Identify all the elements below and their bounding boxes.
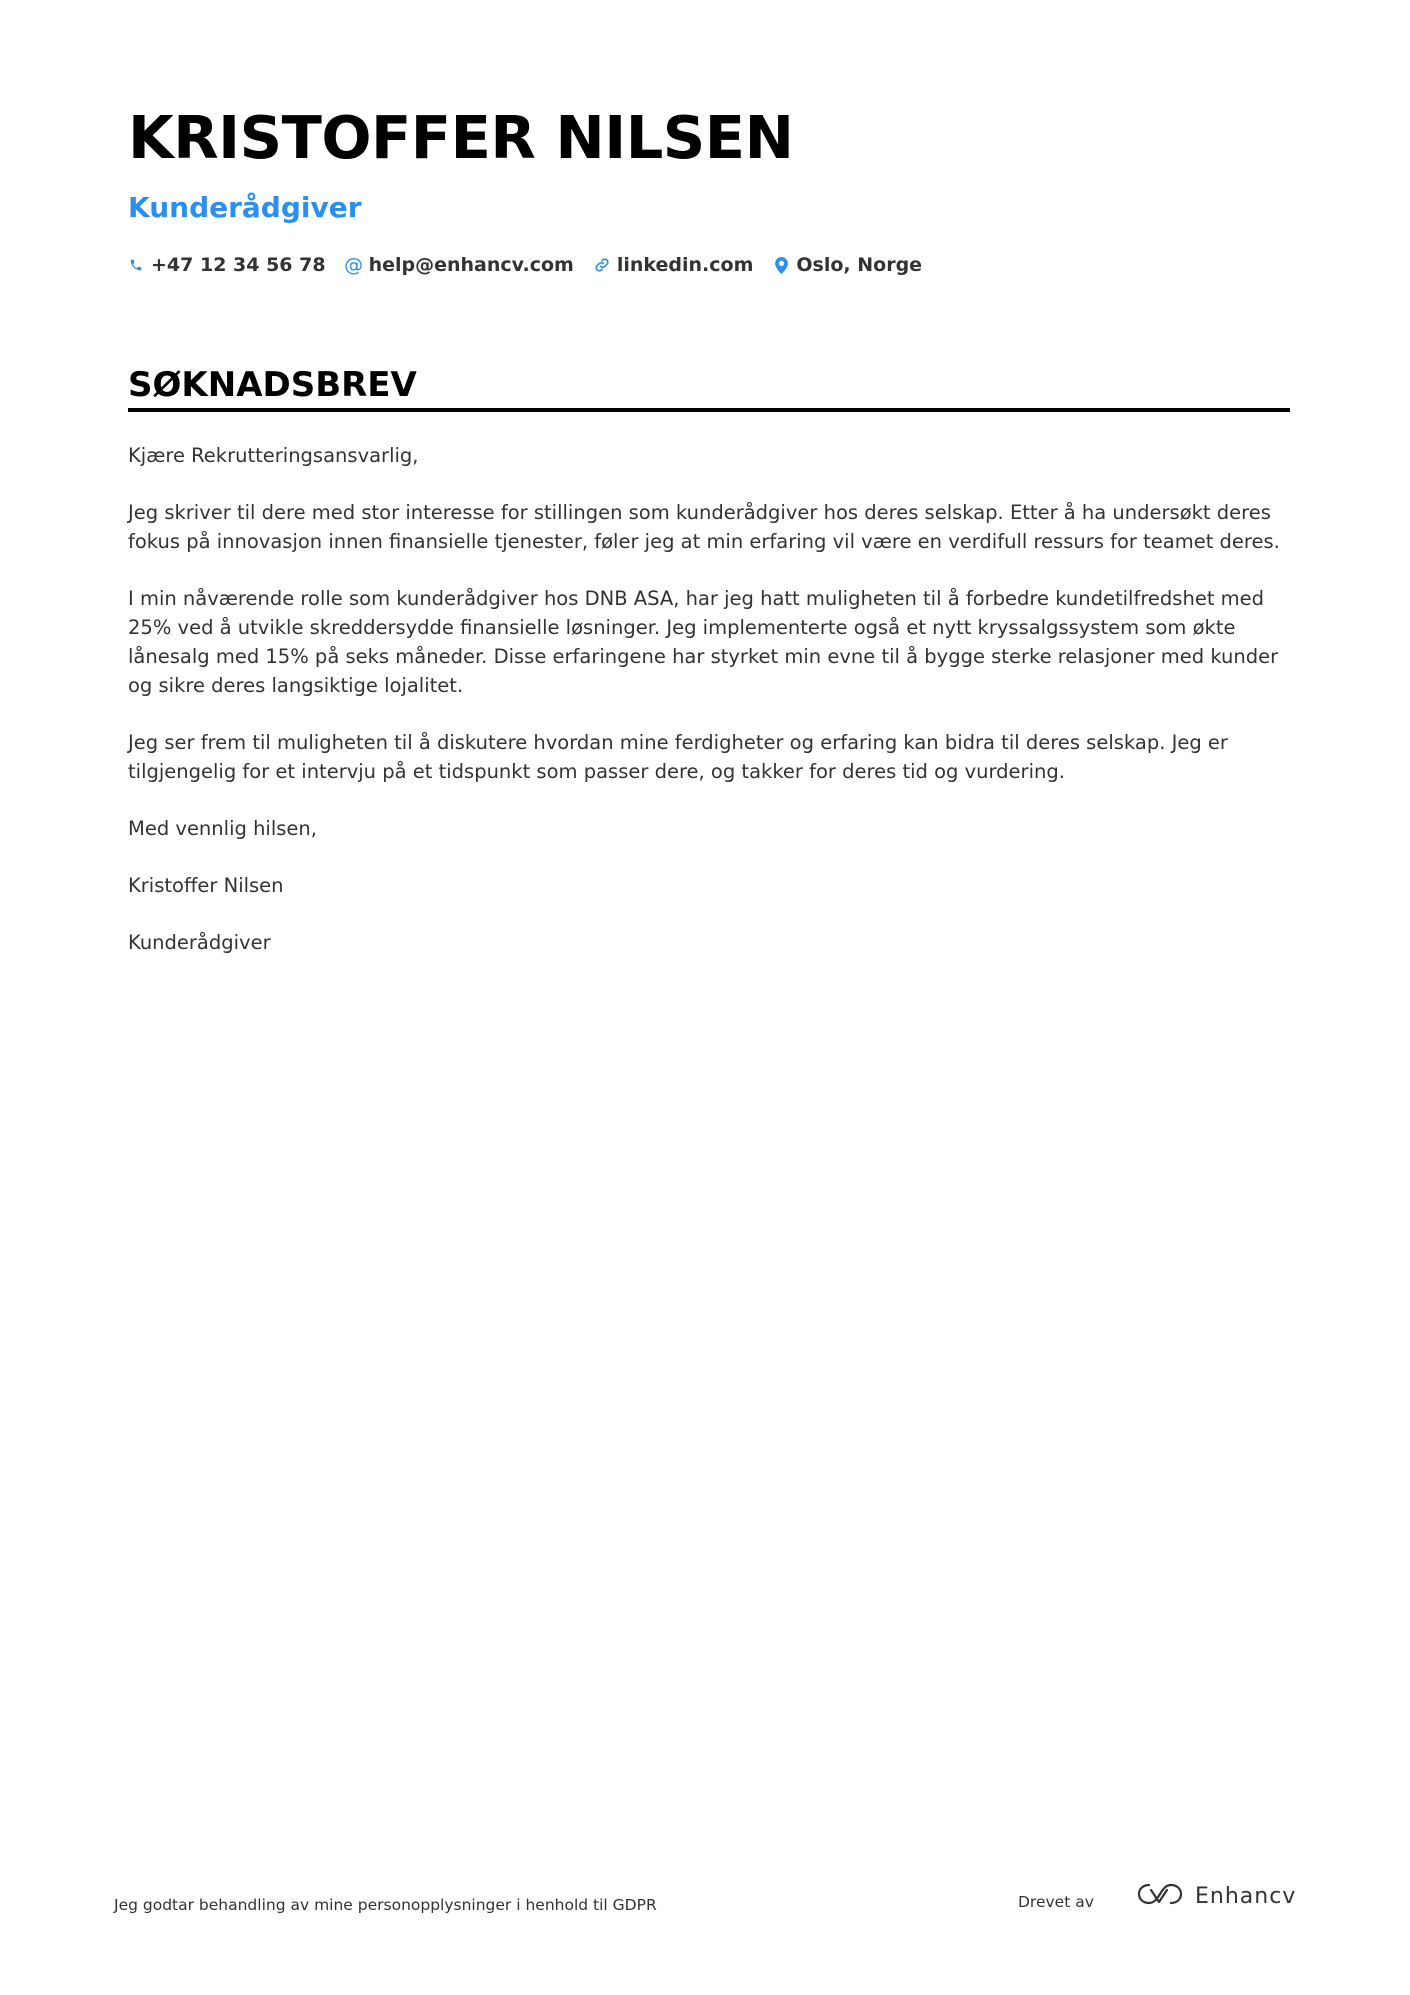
signature-title: Kunderådgiver <box>128 931 271 954</box>
email-text: help@enhancv.com <box>368 254 574 276</box>
section-divider <box>128 408 1290 412</box>
powered-by-label: Drevet av <box>1018 1893 1094 1911</box>
location-text: Oslo, Norge <box>796 254 923 276</box>
letter-paragraph: I min nåværende rolle som kunderådgiver hos DNB ASA, har jeg hatt muligheten til å forbedre kundetilfredshet med 25% ved å utvikle skreddersydde finansielle løsninger. Jeg implementerte også et nytt kryssalgssystem som økte lånesalg med 15% på seks måneder. Disse erfaringene har styrket min evne til å bygge sterke relasjoner med kunder og sikre deres langsiktige lojalitet. <box>128 587 1279 697</box>
at-icon: @ <box>344 253 364 276</box>
linkedin-text: linkedin.com <box>616 254 754 276</box>
contact-bar <box>128 254 922 276</box>
contact-location <box>773 254 922 276</box>
letter-greeting: Kjære Rekrutteringsansvarlig, <box>128 444 419 467</box>
map-pin-icon <box>773 256 789 274</box>
letter-closing: Med vennlig hilsen, <box>128 817 317 840</box>
brand-name: Enhancv <box>1195 1883 1297 1909</box>
gdpr-consent: Jeg godtar behandling av mine personopplysninger i henhold til GDPR <box>114 1896 657 1914</box>
link-icon <box>594 256 610 274</box>
phone-icon <box>128 256 144 274</box>
signature-name: Kristoffer Nilsen <box>128 874 284 897</box>
job-title: Kunderådgiver <box>128 191 362 224</box>
letter-paragraph: Jeg ser frem til muligheten til å diskutere hvordan mine ferdigheter og erfaring kan bidra til deres selskap. Jeg er tilgjengelig for et intervju på et tidspunkt som passer dere, og takker for deres tid og vurdering. <box>128 731 1228 783</box>
contact-email[interactable] <box>346 254 574 276</box>
applicant-name: KRISTOFFER NILSEN <box>128 103 794 172</box>
letter-paragraph: Jeg skriver til dere med stor interesse for stillingen som kunderådgiver hos deres selskap. Etter å ha undersøkt deres fokus på innovasjon innen finansielle tjenester, føler jeg at min erfaring vil være en verdifull ressurs for teamet deres. <box>128 501 1280 553</box>
section-heading: SØKNADSBREV <box>128 365 417 405</box>
contact-phone[interactable] <box>128 254 326 276</box>
phone-text: +47 12 34 56 78 <box>151 254 326 276</box>
enhancv-brand[interactable] <box>1137 1882 1296 1910</box>
enhancv-logo-icon <box>1137 1882 1183 1910</box>
letter-body <box>128 441 1293 985</box>
contact-linkedin[interactable] <box>594 254 754 276</box>
